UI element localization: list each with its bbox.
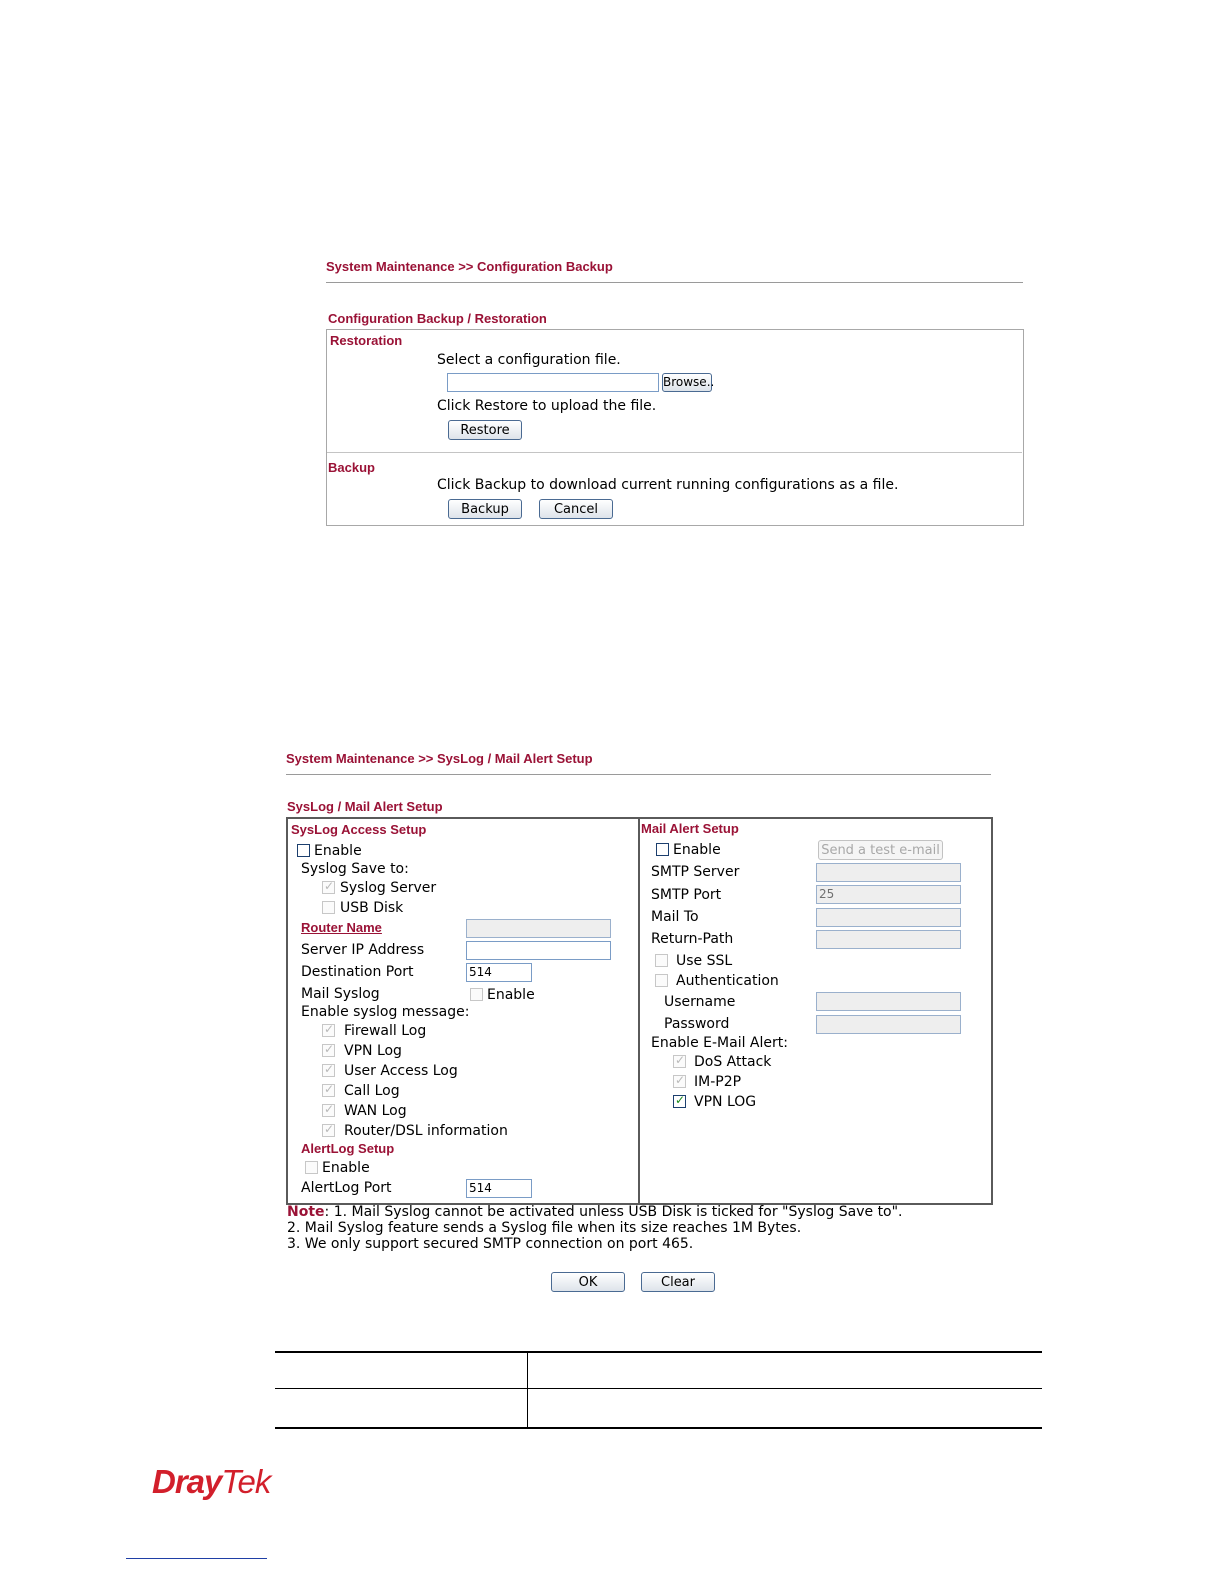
- authentication-checkbox[interactable]: [655, 974, 668, 987]
- alertlog-enable-checkbox[interactable]: [305, 1161, 318, 1174]
- note-label: Note: [287, 1204, 325, 1220]
- syslog-enable-checkbox[interactable]: [297, 844, 310, 857]
- browse-button[interactable]: Browse..: [662, 373, 712, 392]
- note-line-3: 3. We only support secured SMTP connection on port 465.: [287, 1236, 694, 1252]
- smtp-port-label: SMTP Port: [651, 887, 722, 903]
- use-ssl-checkbox[interactable]: [655, 954, 668, 967]
- config-file-input[interactable]: [447, 373, 659, 392]
- im-p2p-checkbox[interactable]: ✓: [675, 1073, 686, 1087]
- send-test-email-button[interactable]: Send a test e-mail: [818, 840, 943, 860]
- select-file-text: Select a configuration file.: [437, 352, 621, 368]
- username-label: Username: [664, 994, 736, 1010]
- alertlog-port-label: AlertLog Port: [301, 1180, 392, 1196]
- logo-tek: Tek: [221, 1463, 271, 1500]
- backup-section-title: Configuration Backup / Restoration: [328, 311, 547, 326]
- vpn-log-alert-checkbox[interactable]: ✓: [675, 1093, 686, 1107]
- backup-breadcrumb: System Maintenance >> Configuration Backup: [326, 259, 613, 274]
- syslog-breadcrumb: System Maintenance >> SysLog / Mail Alert Setup: [286, 751, 593, 766]
- password-label: Password: [664, 1016, 730, 1032]
- mail-syslog-enable-label: Enable: [487, 987, 535, 1003]
- syslog-save-to-label: Syslog Save to:: [301, 861, 409, 877]
- syslog-section-title: SysLog / Mail Alert Setup: [287, 799, 443, 814]
- clear-button[interactable]: Clear: [641, 1272, 715, 1292]
- mail-syslog-checkbox[interactable]: [470, 988, 483, 1001]
- use-ssl-label: Use SSL: [676, 953, 733, 969]
- usb-disk-label: USB Disk: [340, 900, 404, 916]
- table-top-border: [275, 1351, 1042, 1353]
- note-line-1: [287, 1204, 903, 1220]
- mail-to-label: Mail To: [651, 909, 699, 925]
- table-column-divider: [527, 1353, 528, 1427]
- server-ip-label: Server IP Address: [301, 942, 425, 958]
- server-ip-input[interactable]: [466, 941, 611, 960]
- vpn-log-label: VPN Log: [344, 1043, 402, 1059]
- firewall-log-checkbox[interactable]: ✓: [324, 1022, 335, 1036]
- syslog-server-checkbox[interactable]: ✓: [324, 879, 335, 893]
- router-name-link[interactable]: Router Name: [301, 920, 382, 935]
- call-log-label: Call Log: [344, 1083, 400, 1099]
- return-path-label: Return-Path: [651, 931, 734, 947]
- syslog-access-title: SysLog Access Setup: [291, 822, 427, 837]
- destination-port-label: Destination Port: [301, 964, 414, 980]
- alertlog-setup-title: AlertLog Setup: [301, 1141, 395, 1156]
- dos-attack-label: DoS Attack: [694, 1054, 772, 1070]
- router-dsl-info-label: Router/DSL information: [344, 1123, 508, 1139]
- logo-dray: Dray: [152, 1463, 222, 1500]
- smtp-server-label: SMTP Server: [651, 864, 740, 880]
- backup-instruction: Click Backup to download current running configurations as a file.: [437, 477, 899, 493]
- smtp-server-input[interactable]: [816, 863, 961, 882]
- mail-alert-enable-label: Enable: [673, 842, 721, 858]
- backup-button[interactable]: Backup: [448, 499, 522, 519]
- ok-button[interactable]: OK: [551, 1272, 625, 1292]
- restoration-label: Restoration: [330, 333, 403, 348]
- user-access-log-checkbox[interactable]: ✓: [324, 1062, 335, 1076]
- backup-frame: [326, 329, 1024, 526]
- note-line-1-text: : 1. Mail Syslog cannot be activated unless USB Disk is ticked for "Syslog Save to".: [324, 1204, 903, 1220]
- call-log-checkbox[interactable]: ✓: [324, 1082, 335, 1096]
- syslog-enable-label: Enable: [314, 843, 362, 859]
- backup-frame-divider: [327, 452, 1022, 453]
- mail-alert-title: Mail Alert Setup: [641, 821, 739, 836]
- vpn-log-alert-label: VPN LOG: [694, 1094, 757, 1110]
- mail-to-input[interactable]: [816, 908, 961, 927]
- draytek-logo: [152, 1463, 270, 1501]
- email-alert-label: Enable E-Mail Alert:: [651, 1035, 788, 1051]
- syslog-divider: [286, 774, 991, 775]
- alertlog-port-input[interactable]: 514: [466, 1179, 532, 1198]
- backup-label: Backup: [328, 460, 375, 475]
- destination-port-input[interactable]: 514: [466, 963, 532, 982]
- firewall-log-label: Firewall Log: [344, 1023, 427, 1039]
- smtp-port-input[interactable]: 25: [816, 885, 961, 904]
- wan-log-checkbox[interactable]: ✓: [324, 1102, 335, 1116]
- mail-syslog-label: Mail Syslog: [301, 986, 380, 1002]
- return-path-input[interactable]: [816, 930, 961, 949]
- syslog-server-label: Syslog Server: [340, 880, 437, 896]
- vpn-log-checkbox[interactable]: ✓: [324, 1042, 335, 1056]
- authentication-label: Authentication: [676, 973, 779, 989]
- router-name-input[interactable]: [466, 919, 611, 938]
- alertlog-enable-label: Enable: [322, 1160, 370, 1176]
- username-input[interactable]: [816, 992, 961, 1011]
- table-header-border: [275, 1388, 1042, 1389]
- router-dsl-info-checkbox[interactable]: ✓: [324, 1122, 335, 1136]
- backup-divider: [326, 282, 1023, 283]
- table-bottom-border: [275, 1427, 1042, 1429]
- syslog-messages-label: Enable syslog message:: [301, 1004, 470, 1020]
- mail-alert-enable-checkbox[interactable]: [656, 843, 669, 856]
- footer-rule: [126, 1558, 267, 1559]
- note-line-2: 2. Mail Syslog feature sends a Syslog file when its size reaches 1M Bytes.: [287, 1220, 802, 1236]
- usb-disk-checkbox[interactable]: [322, 901, 335, 914]
- syslog-frame-divider: [638, 819, 640, 1203]
- password-input[interactable]: [816, 1015, 961, 1034]
- cancel-button[interactable]: Cancel: [539, 499, 613, 519]
- restore-instruction: Click Restore to upload the file.: [437, 398, 657, 414]
- user-access-log-label: User Access Log: [344, 1063, 458, 1079]
- restore-button[interactable]: Restore: [448, 420, 522, 440]
- dos-attack-checkbox[interactable]: ✓: [675, 1053, 686, 1067]
- im-p2p-label: IM-P2P: [694, 1074, 742, 1090]
- wan-log-label: WAN Log: [344, 1103, 407, 1119]
